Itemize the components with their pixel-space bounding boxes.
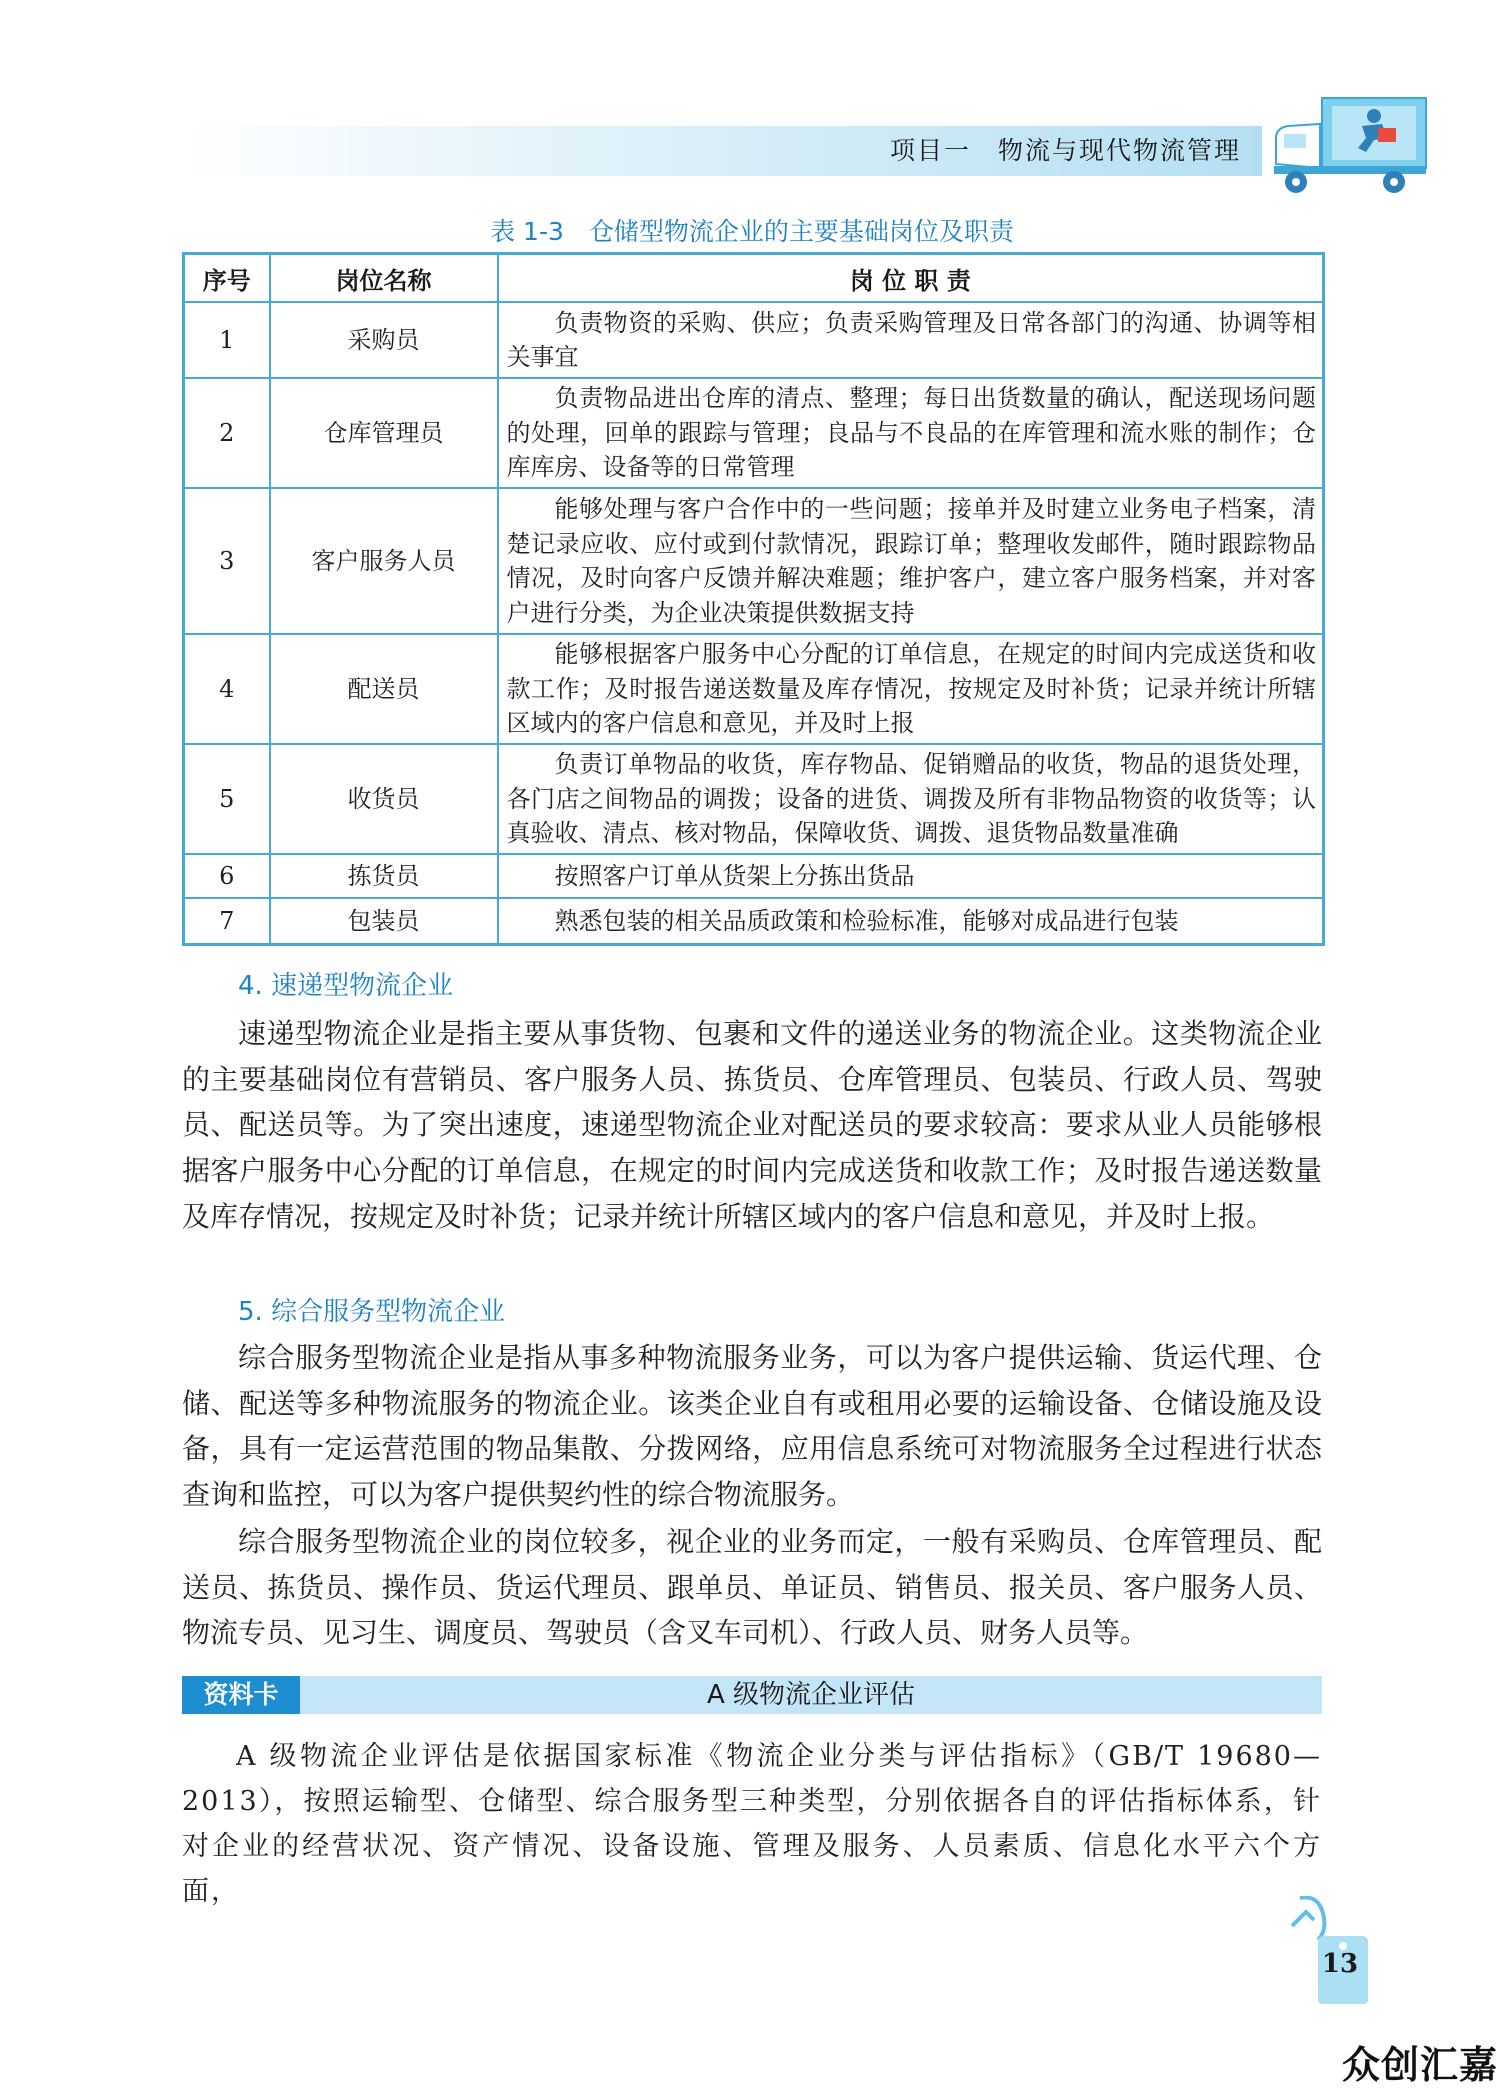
cell-no: 3 xyxy=(184,488,270,634)
running-header-title: 项目一 物流与现代物流管理 xyxy=(890,136,1242,165)
section-4-paragraph: 速递型物流企业是指主要从事货物、包裹和文件的递送业务的物流企业。这类物流企业的主要基础岗位有营销员、客户服务人员、拣货员、仓库管理员、包装员、行政人员、驾驶员、配送员等。为了突出速度，速递型物流企业对配送员的要求较高：要求从业人员能够根据客户服务中心分配的订单信息，在规定的时间内完成送货和收款工作；及时报告递送数量及库存情况，按规定及时补货；记录并统计所辖区域内的客户信息和意见，并及时上报。 xyxy=(182,1017,1322,1233)
cell-duty: 负责物品进出仓库的清点、整理；每日出货数量的确认，配送现场问题的处理，回单的跟踪与管理；良品与不良品的在库管理和流水账的制作；仓库库房、设备等的日常管理 xyxy=(498,378,1324,488)
info-card-tag: 资料卡 xyxy=(182,1676,300,1714)
table-row xyxy=(184,634,1324,744)
info-card-title: A 级物流企业评估 xyxy=(706,1680,916,1710)
table-row xyxy=(184,302,1324,378)
cell-duty: 能够处理与客户合作中的一些问题；接单并及时建立业务电子档案，清楚记录应收、应付或到付款情况，跟踪订单；整理收发邮件，随时跟踪物品情况，及时向客户反馈并解决难题；维护客户，建立客户服务档案，并对客户进行分类，为企业决策提供数据支持 xyxy=(498,488,1324,634)
cell-no: 7 xyxy=(184,898,270,944)
section-5-paragraph-1: 综合服务型物流企业是指从事多种物流服务业务，可以为客户提供运输、货运代理、仓储、配送等多种物流服务的物流企业。该类企业自有或租用必要的运输设备、仓储设施及设备，具有一定运营范围的物品集散、分拨网络，应用信息系统可对物流服务全过程进行状态查询和监控，可以为客户提供契约性的综合物流服务。 xyxy=(182,1341,1322,1512)
cell-duty: 熟悉包装的相关品质政策和检验标准，能够对成品进行包装 xyxy=(498,898,1324,944)
watermark-text: 众创汇嘉 xyxy=(1341,2043,1498,2087)
column-header-duty: 岗 位 职 责 xyxy=(498,254,1324,303)
table-row xyxy=(184,744,1324,854)
cell-post: 采购员 xyxy=(270,302,498,378)
table-header-row xyxy=(184,254,1324,303)
info-card-text: A 级物流企业评估是依据国家标准《物流企业分类与评估指标》（GB/T 19680—2013），按照运输型、仓储型、综合服务型三种类型，分别依据各自的评估指标体系，针对企业的经营状况、资产情况、设备设施、管理及服务、人员素质、信息化水平六个方面， xyxy=(182,1741,1322,1907)
cell-post: 拣货员 xyxy=(270,854,498,898)
cell-post: 客户服务人员 xyxy=(270,488,498,634)
cell-no: 2 xyxy=(184,378,270,488)
table-row xyxy=(184,898,1324,944)
page-number: 13 xyxy=(1321,1949,1359,1979)
table-caption: 表 1-3 仓储型物流企业的主要基础岗位及职责 xyxy=(490,217,1014,246)
duty-table xyxy=(182,252,1325,946)
cell-no: 6 xyxy=(184,854,270,898)
table-row xyxy=(184,854,1324,898)
section-5-paragraph-2: 综合服务型物流企业的岗位较多，视企业的业务而定，一般有采购员、仓库管理员、配送员、拣货员、操作员、货运代理员、跟单员、单证员、销售员、报关员、客户服务人员、物流专员、见习生、调度员、驾驶员（含叉车司机）、行政人员、财务人员等。 xyxy=(182,1525,1322,1650)
section-heading-4: 4. 速递型物流企业 xyxy=(238,971,454,1001)
cell-no: 5 xyxy=(184,744,270,854)
cell-post: 配送员 xyxy=(270,634,498,744)
cell-post: 包装员 xyxy=(270,898,498,944)
cell-duty: 负责订单物品的收货，库存物品、促销赠品的收货，物品的退货处理，各门店之间物品的调拨；设备的进货、调拨及所有非物品物资的收货等；认真验收、清点、核对物品，保障收货、调拨、退货物品数量准确 xyxy=(498,744,1324,854)
cell-no: 4 xyxy=(184,634,270,744)
delivery-truck-icon xyxy=(1270,94,1430,200)
table-row xyxy=(184,488,1324,634)
cell-duty: 负责物资的采购、供应；负责采购管理及日常各部门的沟通、协调等相关事宜 xyxy=(498,302,1324,378)
section-heading-5: 5. 综合服务型物流企业 xyxy=(238,1297,506,1327)
cell-post: 收货员 xyxy=(270,744,498,854)
column-header-post: 岗位名称 xyxy=(270,254,498,303)
cell-no: 1 xyxy=(184,302,270,378)
cell-post: 仓库管理员 xyxy=(270,378,498,488)
column-header-no: 序号 xyxy=(184,254,270,303)
table-row xyxy=(184,378,1324,488)
cell-duty: 按照客户订单从货架上分拣出货品 xyxy=(498,854,1324,898)
cell-duty: 能够根据客户服务中心分配的订单信息，在规定的时间内完成送货和收款工作；及时报告递送数量及库存情况，按规定及时补货；记录并统计所辖区域内的客户信息和意见，并及时上报 xyxy=(498,634,1324,744)
